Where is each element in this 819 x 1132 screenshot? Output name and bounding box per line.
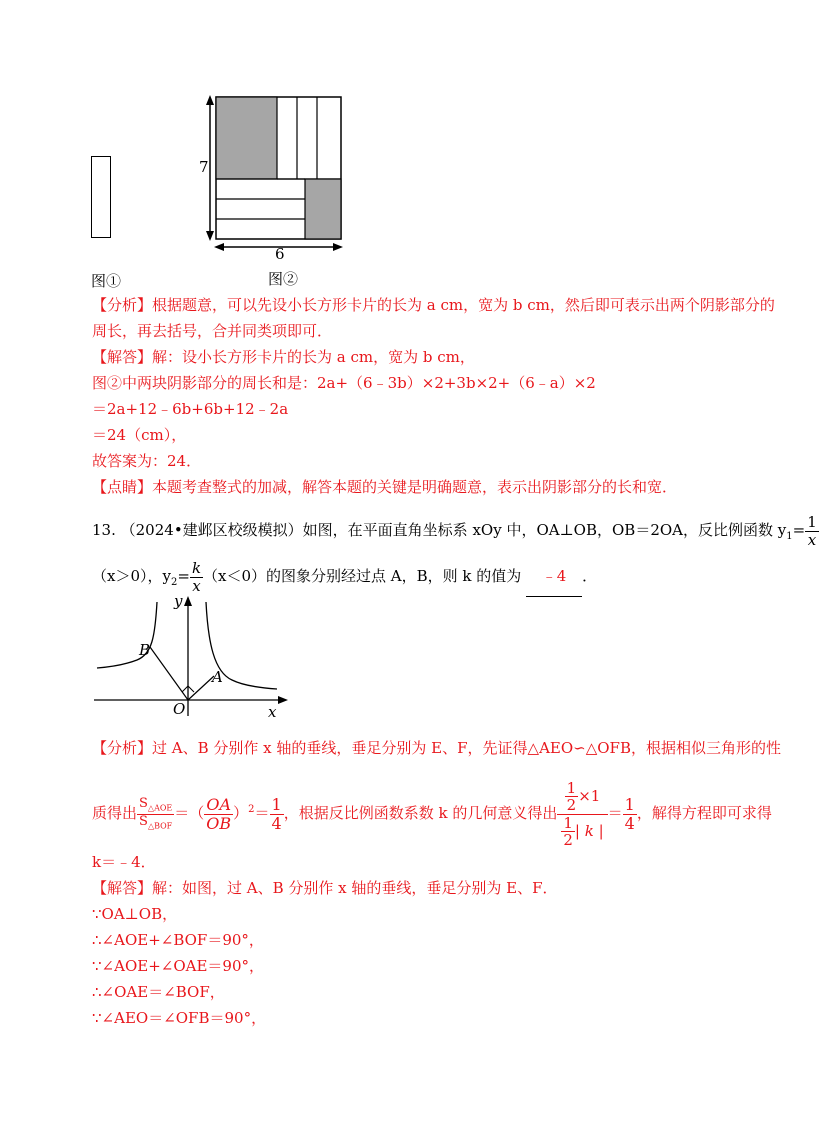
q13-graph-label-a: A bbox=[212, 668, 223, 686]
q12-analysis-line2: 周长，再去括号，合并同类项即可． bbox=[92, 322, 333, 340]
q12-comment-line: 【点睛】本题考查整式的加减，解答本题的关键是明确题意，表示出阴影部分的长和宽． bbox=[92, 478, 678, 496]
q12-answer-line5: 故答案为：24． bbox=[92, 452, 202, 470]
q13-stem-line1: 13. （2024•建邺区校级模拟）如图，在平面直角坐标系 xOy 中，OA⊥OB，OB＝2OA，反比例函数 $y_1=$ $\frac{1}{x}$ bbox=[92, 513, 817, 549]
q13-answer-line2: ∵OA⊥OB， bbox=[92, 905, 178, 923]
q12-analysis-line1: 【分析】根据题意，可以先设小长方形卡片的长为 a cm，宽为 b cm，然后即可表示出两个阴影部分的 bbox=[92, 296, 775, 314]
q13-graph-label-y: y bbox=[174, 592, 183, 610]
q13-frac-1-over-x: $\frac{1}{x}$ bbox=[807, 513, 817, 549]
figure-2-height-label: 7 bbox=[199, 158, 209, 176]
q13-analysis-tag: 【分析】 bbox=[92, 739, 153, 757]
q13-graph-label-x: x bbox=[268, 703, 277, 721]
q13-answer-line6: ∵∠AEO＝∠OFB＝90°， bbox=[92, 1009, 267, 1027]
q13-oa-ob-ratio: $\frac{OA}{OB}$ bbox=[206, 794, 232, 833]
q13-graph-label-b: B bbox=[139, 641, 151, 659]
q13-graph bbox=[92, 592, 292, 722]
q13-analysis-line2: 质得出 $\frac{S_{\triangle AOE}}{S_{\triangle BOF}}$ ＝（ $\frac{OA}{OB}$ ）$^2$＝ $\frac{1}{4}$ ，根据反比例函数系数 k 的几何意义得出 $\frac{1}{2}$ ×1 $\frac{1}{2}$ | k | ＝ $\frac{1}{4}$ ，解得方程即可求得 bbox=[92, 778, 772, 849]
q13-graph-label-o: O bbox=[173, 700, 186, 718]
q12-answer-line1: 【解答】解：设小长方形卡片的长为 a cm，宽为 b cm， bbox=[92, 348, 475, 366]
q13-source: （2024•建邺区校级模拟） bbox=[120, 521, 303, 539]
q13-quarter-2: $\frac{1}{4}$ bbox=[624, 794, 635, 833]
q13-analysis-line1: 【分析】过 A、B 分别作 x 轴的垂线，垂足分别为 E、F，先证得△AEO∽△OFB，根据相似三角形的性 bbox=[92, 739, 781, 757]
q13-answer-line5: ∴∠OAE＝∠BOF， bbox=[92, 983, 225, 1001]
q12-answer-tag: 【解答】 bbox=[92, 348, 153, 366]
q12-comment-tag: 【点睛】 bbox=[92, 478, 153, 496]
q12-answer-line4: ＝24（cm）， bbox=[92, 426, 187, 444]
figure-2-width-label: 6 bbox=[275, 245, 285, 263]
q13-area-ratio: $\frac{S_{\triangle AOE}}{S_{\triangle BOF}}$ bbox=[139, 796, 173, 831]
q13-analysis-line3: k＝﹣4． bbox=[92, 853, 156, 871]
figure-1-card bbox=[91, 156, 111, 238]
figure-2-diagram bbox=[195, 90, 355, 265]
figure-2-caption: 图② bbox=[268, 270, 299, 288]
q13-answer-line3: ∴∠AOE+∠BOF＝90°， bbox=[92, 931, 264, 949]
q12-answer-line3: ＝2a+12﹣6b+6b+12﹣2a bbox=[92, 400, 289, 418]
q13-stem-line2: （x＞0），$y_2=$ $\frac{k}{x}$ （x＜0）的图象分别经过点 A，B，则 k 的值为 ﹣4 ． bbox=[92, 556, 597, 603]
q13-frac-k-over-x: $\frac{k}{x}$ bbox=[191, 559, 202, 595]
q12-analysis-tag: 【分析】 bbox=[92, 296, 153, 314]
q13-answer-line4: ∵∠AOE+∠OAE＝90°， bbox=[92, 957, 264, 975]
q13-answer-tag: 【解答】 bbox=[92, 879, 153, 897]
q13-k-geometric-ratio: $\frac{1}{2}$ ×1 $\frac{1}{2}$ | k | bbox=[557, 780, 607, 849]
q12-answer-line2: 图②中两块阴影部分的周长和是：2a+（6﹣3b）×2+3b×2+（6﹣a）×2 bbox=[92, 374, 596, 392]
q13-quarter: $\frac{1}{4}$ bbox=[271, 794, 282, 833]
q13-number: 13. bbox=[92, 521, 116, 539]
figure-1-caption: 图① bbox=[91, 272, 122, 290]
q13-answer-blank: ﹣4 bbox=[526, 556, 582, 597]
q13-answer-line1: 【解答】解：如图，过 A、B 分别作 x 轴的垂线，垂足分别为 E、F． bbox=[92, 879, 558, 897]
